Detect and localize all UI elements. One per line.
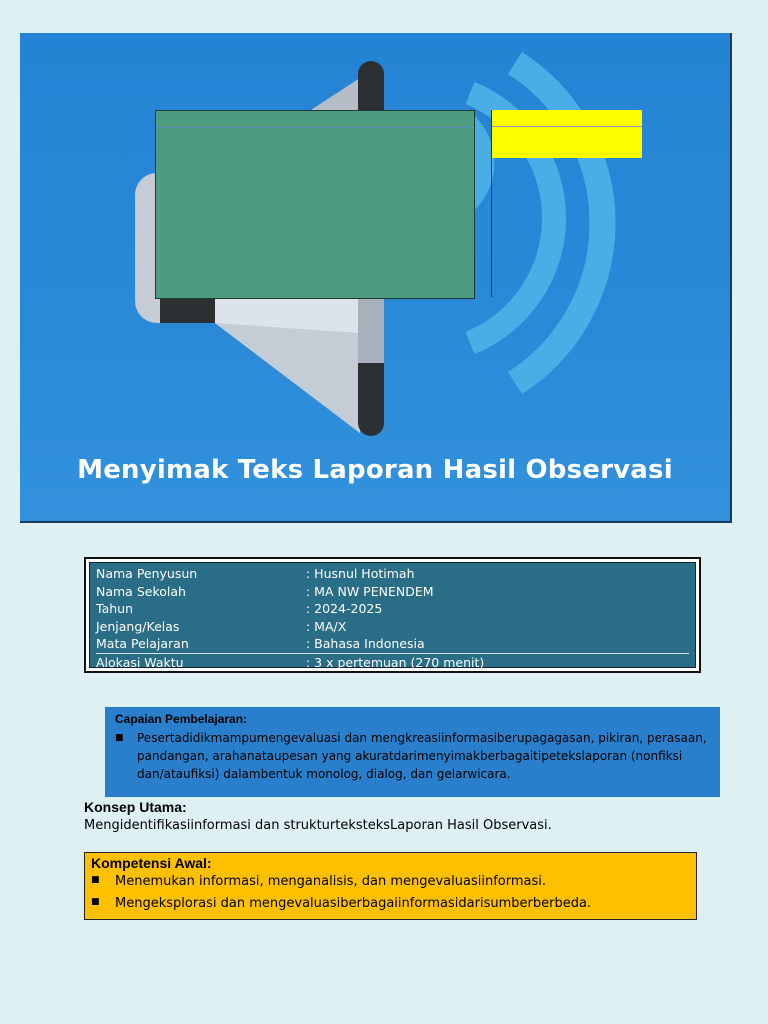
info-row — [96, 635, 689, 653]
konsep-title: Konsep Utama: — [84, 799, 187, 815]
konsep-text: Mengidentifikasiinformasi dan strukturteksteksLaporan Hasil Observasi. — [84, 818, 552, 833]
kompetensi-text: Menemukan informasi, menganalisis, dan mengevaluasiinformasi. — [115, 874, 546, 889]
list-item — [91, 871, 690, 893]
info-label: Alokasi Waktu — [96, 654, 184, 670]
green-placeholder-box — [155, 110, 475, 299]
square-bullet-icon: ■ — [91, 897, 100, 907]
info-label: Nama Penyusun — [96, 566, 198, 581]
info-value: : Husnul Hotimah — [306, 566, 415, 581]
kompetensi-title: Kompetensi Awal: — [91, 855, 212, 871]
info-value: : MA NW PENENDEM — [306, 583, 434, 599]
info-row — [96, 583, 689, 601]
square-bullet-icon: ■ — [115, 733, 124, 743]
info-row — [96, 618, 689, 636]
cover-title: Menyimak Teks Laporan Hasil Observasi — [77, 455, 673, 485]
info-row — [96, 653, 689, 672]
kompetensi-text: Mengeksplorasi dan mengevaluasiberbagaiinformasidarisumberberbeda. — [115, 896, 592, 911]
info-value: : MA/X — [306, 618, 347, 634]
capaian-text: Pesertadidikmampumengevaluasi dan mengkreasiinformasiberupagagasan, pikiran, perasaan, pandangan, arahanataupesan yang akuratdarimenyimakberbagaitipetekslaporan (nonfiksi dan/ataufiksi) dalambentuk monolog, dialog, dan gelarwicara. — [137, 731, 707, 781]
konsep-section — [84, 799, 704, 833]
list-item — [115, 729, 710, 783]
info-label: Nama Sekolah — [96, 583, 186, 599]
info-label: Mata Pelajaran — [96, 636, 189, 651]
identity-table-body — [89, 562, 696, 668]
list-item — [91, 893, 690, 915]
info-value: : 3 x pertemuan (270 menit) — [306, 654, 485, 670]
info-row — [96, 565, 689, 583]
cover-banner — [20, 33, 732, 523]
info-value: : Bahasa Indonesia — [306, 636, 425, 651]
info-label: Tahun — [96, 601, 133, 616]
yellow-placeholder-box — [492, 110, 642, 158]
capaian-box — [105, 707, 720, 797]
info-value: : 2024-2025 — [306, 601, 383, 616]
square-bullet-icon: ■ — [91, 875, 100, 885]
identity-table — [84, 557, 701, 673]
info-label: Jenjang/Kelas — [96, 618, 180, 634]
kompetensi-box — [84, 852, 697, 920]
capaian-title: Capaian Pembelajaran: — [115, 712, 248, 726]
info-row — [96, 600, 689, 618]
